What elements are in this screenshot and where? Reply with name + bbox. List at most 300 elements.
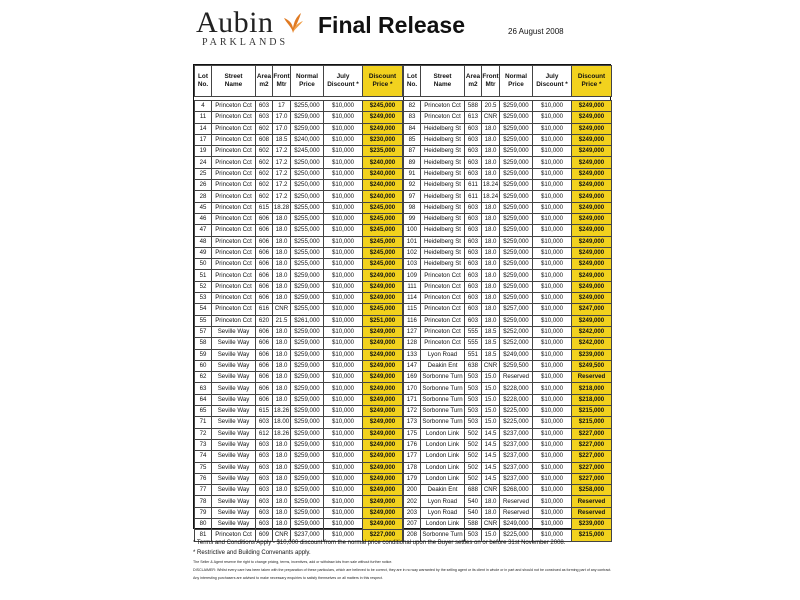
cell-normal: $255,000 xyxy=(291,259,324,270)
column-header-line: Discount xyxy=(577,73,606,80)
cell-normal: $255,000 xyxy=(291,101,324,112)
cell-normal: $259,000 xyxy=(291,349,324,360)
table-row xyxy=(195,383,403,394)
column-header-line: Price * xyxy=(581,81,602,88)
cell-area: 606 xyxy=(256,360,273,371)
cell-price: $245,000 xyxy=(363,225,403,236)
column-header-line: Lot xyxy=(407,73,417,80)
cell-discount: $10,000 xyxy=(324,304,363,315)
column-header-line: Mtr xyxy=(276,81,287,88)
table-row xyxy=(404,123,612,134)
table-row xyxy=(404,338,612,349)
cell-price: $249,000 xyxy=(363,270,403,281)
cell-front: 18.0 xyxy=(482,146,500,157)
cell-street: Seville Way xyxy=(212,473,256,484)
cell-discount: $10,000 xyxy=(533,451,572,462)
cell-street: Princeton Cct xyxy=(421,281,465,292)
table-row xyxy=(404,417,612,428)
cell-area: 688 xyxy=(465,485,482,496)
cell-normal: $237,000 xyxy=(500,462,533,473)
table-row xyxy=(195,473,403,484)
cell-lot: 58 xyxy=(195,338,212,349)
cell-discount: $10,000 xyxy=(324,496,363,507)
column-header-line: No. xyxy=(197,81,209,88)
cell-area: 606 xyxy=(256,326,273,337)
cell-area: 588 xyxy=(465,518,482,529)
cell-area: 609 xyxy=(256,530,273,541)
cell-lot: 97 xyxy=(404,191,421,202)
cell-street: Seville Way xyxy=(212,496,256,507)
cell-front: 18.0 xyxy=(482,202,500,213)
cell-front: 18.26 xyxy=(273,406,291,417)
cell-lot: 92 xyxy=(404,180,421,191)
cell-discount: $10,000 xyxy=(324,213,363,224)
cell-street: Seville Way xyxy=(212,406,256,417)
cell-area: 603 xyxy=(256,507,273,518)
cell-lot: 76 xyxy=(195,473,212,484)
cell-lot: 175 xyxy=(404,428,421,439)
cell-area: 602 xyxy=(256,180,273,191)
cell-normal: $252,000 xyxy=(500,338,533,349)
cell-normal: Reserved xyxy=(500,507,533,518)
cell-discount: $10,000 xyxy=(324,225,363,236)
table-row xyxy=(404,518,612,529)
cell-normal: $259,000 xyxy=(291,123,324,134)
seller-rights-note: The Seller & Agent reserve the right to change pricing, terms, incentives, add or withdraw lots from sale without further notice. xyxy=(193,560,393,564)
cell-area: 606 xyxy=(256,383,273,394)
release-date: 26 August 2008 xyxy=(508,27,564,36)
cell-discount: $10,000 xyxy=(324,157,363,168)
column-header-line: Front xyxy=(482,73,499,80)
cell-price: $249,000 xyxy=(363,383,403,394)
cell-lot: 111 xyxy=(404,281,421,292)
cell-lot: 11 xyxy=(195,112,212,123)
cell-normal: $259,000 xyxy=(291,428,324,439)
cell-lot: 116 xyxy=(404,315,421,326)
cell-lot: 178 xyxy=(404,462,421,473)
cell-price: $251,000 xyxy=(363,315,403,326)
cell-price: $215,000 xyxy=(572,530,612,541)
cell-price: $249,000 xyxy=(572,225,612,236)
cell-area: 603 xyxy=(465,168,482,179)
cell-normal: $252,000 xyxy=(500,326,533,337)
cell-street: Seville Way xyxy=(212,439,256,450)
cell-price: $218,000 xyxy=(572,383,612,394)
cell-price: $249,000 xyxy=(572,247,612,258)
cell-street: Princeton Cct xyxy=(421,112,465,123)
cell-street: Seville Way xyxy=(212,360,256,371)
cell-front: 17.2 xyxy=(273,191,291,202)
table-row xyxy=(195,213,403,224)
cell-normal: $259,500 xyxy=(500,360,533,371)
column-header-line: July xyxy=(545,73,559,80)
cell-front: 18.0 xyxy=(273,518,291,529)
price-list xyxy=(193,64,611,539)
table-row xyxy=(404,112,612,123)
cell-area: 606 xyxy=(256,259,273,270)
table-row xyxy=(404,236,612,247)
cell-lot: 147 xyxy=(404,360,421,371)
column-header-normal xyxy=(291,66,324,97)
cell-front: 18.0 xyxy=(273,247,291,258)
cell-discount: $10,000 xyxy=(533,247,572,258)
cell-discount: $10,000 xyxy=(533,112,572,123)
cell-normal: $237,000 xyxy=(291,530,324,541)
cell-area: 603 xyxy=(256,417,273,428)
cell-street: Seville Way xyxy=(212,485,256,496)
table-row xyxy=(195,326,403,337)
cell-discount: $10,000 xyxy=(533,281,572,292)
cell-area: 606 xyxy=(256,281,273,292)
cell-front: 15.0 xyxy=(482,406,500,417)
cell-front: 17.2 xyxy=(273,180,291,191)
cell-front: 15.0 xyxy=(482,394,500,405)
table-row xyxy=(404,304,612,315)
cell-front: 18.0 xyxy=(482,270,500,281)
cell-price: $249,000 xyxy=(363,349,403,360)
cell-area: 503 xyxy=(465,372,482,383)
cell-price: $249,500 xyxy=(572,360,612,371)
cell-lot: 207 xyxy=(404,518,421,529)
column-header-line: Discount xyxy=(368,73,397,80)
cell-street: Heidelberg St xyxy=(421,146,465,157)
cell-discount: $10,000 xyxy=(533,236,572,247)
cell-area: 502 xyxy=(465,439,482,450)
table-row xyxy=(404,496,612,507)
cell-area: 603 xyxy=(465,157,482,168)
cell-price: $249,000 xyxy=(363,428,403,439)
cell-front: 15.0 xyxy=(482,383,500,394)
cell-normal: Reserved xyxy=(500,496,533,507)
cell-discount: $10,000 xyxy=(324,315,363,326)
cell-price: $249,000 xyxy=(363,462,403,473)
column-header-discount xyxy=(324,66,363,97)
cell-area: 603 xyxy=(256,496,273,507)
cell-street: Princeton Cct xyxy=(212,180,256,191)
cell-normal: $259,000 xyxy=(291,383,324,394)
cell-normal: $268,000 xyxy=(500,485,533,496)
cell-front: 18.0 xyxy=(482,157,500,168)
cell-lot: 19 xyxy=(195,146,212,157)
cell-price: $249,000 xyxy=(572,157,612,168)
table-row xyxy=(195,315,403,326)
table-row xyxy=(404,383,612,394)
cell-street: Heidelberg St xyxy=(421,259,465,270)
table-row xyxy=(404,202,612,213)
cell-street: Heidelberg St xyxy=(421,247,465,258)
cell-area: 603 xyxy=(465,202,482,213)
cell-lot: 57 xyxy=(195,326,212,337)
cell-street: Seville Way xyxy=(212,462,256,473)
table-row xyxy=(195,428,403,439)
cell-street: London Link xyxy=(421,451,465,462)
cell-price: $249,000 xyxy=(572,146,612,157)
table-row xyxy=(404,134,612,145)
cell-normal: $255,000 xyxy=(291,202,324,213)
cell-discount: $10,000 xyxy=(533,383,572,394)
cell-front: 14.5 xyxy=(482,428,500,439)
leaf-icon xyxy=(282,12,304,34)
cell-price: $242,000 xyxy=(572,338,612,349)
cell-normal: $259,000 xyxy=(291,473,324,484)
cell-area: 502 xyxy=(465,451,482,462)
cell-front: 18.5 xyxy=(273,134,291,145)
cell-price: $249,000 xyxy=(572,259,612,270)
cell-normal: $259,000 xyxy=(291,281,324,292)
cell-normal: $259,000 xyxy=(291,326,324,337)
cell-lot: 203 xyxy=(404,507,421,518)
column-header-line: Street xyxy=(433,73,452,80)
cell-area: 611 xyxy=(465,191,482,202)
cell-lot: 127 xyxy=(404,326,421,337)
cell-front: 18.28 xyxy=(273,202,291,213)
cell-area: 502 xyxy=(465,473,482,484)
cell-normal: $225,000 xyxy=(500,417,533,428)
cell-price: $240,000 xyxy=(363,168,403,179)
column-header-discount xyxy=(533,66,572,97)
cell-front: 18.0 xyxy=(273,383,291,394)
cell-lot: 51 xyxy=(195,270,212,281)
column-header-line: No. xyxy=(406,81,418,88)
cell-area: 611 xyxy=(465,180,482,191)
cell-street: Princeton Cct xyxy=(212,225,256,236)
cell-street: Princeton Cct xyxy=(212,293,256,304)
cell-front: 17.0 xyxy=(273,112,291,123)
cell-price: $230,000 xyxy=(363,134,403,145)
cell-front: 18.0 xyxy=(273,462,291,473)
cell-area: 603 xyxy=(465,304,482,315)
cell-front: 18.24 xyxy=(482,191,500,202)
cell-area: 606 xyxy=(256,247,273,258)
cell-front: 18.0 xyxy=(273,213,291,224)
cell-front: 20.5 xyxy=(482,101,500,112)
column-header-line: m2 xyxy=(259,81,269,88)
cell-lot: 28 xyxy=(195,191,212,202)
covenants-note: * Restrictive and Building Convenants apply. xyxy=(193,550,311,556)
cell-discount: $10,000 xyxy=(533,146,572,157)
column-header-line: Area xyxy=(465,73,481,80)
cell-normal: $259,000 xyxy=(291,417,324,428)
cell-area: 606 xyxy=(256,270,273,281)
cell-normal: $255,000 xyxy=(291,236,324,247)
cell-price: $249,000 xyxy=(363,293,403,304)
table-row xyxy=(195,496,403,507)
cell-street: Seville Way xyxy=(212,518,256,529)
table-row xyxy=(195,304,403,315)
cell-discount: $10,000 xyxy=(324,293,363,304)
cell-front: 18.5 xyxy=(482,326,500,337)
cell-lot: 84 xyxy=(404,123,421,134)
cell-discount: $10,000 xyxy=(533,473,572,484)
cell-normal: $225,000 xyxy=(500,530,533,541)
column-header-street xyxy=(212,66,256,97)
column-header-normal xyxy=(500,66,533,97)
cell-normal: $250,000 xyxy=(291,180,324,191)
cell-front: CNR xyxy=(482,360,500,371)
table-row xyxy=(404,326,612,337)
cell-area: 603 xyxy=(465,123,482,134)
table-row xyxy=(404,473,612,484)
cell-street: Princeton Cct xyxy=(421,338,465,349)
cell-discount: $10,000 xyxy=(533,180,572,191)
table-row xyxy=(404,146,612,157)
cell-discount: $10,000 xyxy=(324,123,363,134)
cell-price: $249,000 xyxy=(572,293,612,304)
cell-normal: $257,000 xyxy=(500,304,533,315)
cell-lot: 14 xyxy=(195,123,212,134)
cell-area: 603 xyxy=(256,462,273,473)
cell-normal: $259,000 xyxy=(291,485,324,496)
cell-front: 18.0 xyxy=(273,360,291,371)
cell-discount: $10,000 xyxy=(324,372,363,383)
cell-front: 18.0 xyxy=(273,372,291,383)
table-row xyxy=(404,225,612,236)
cell-discount: $10,000 xyxy=(324,462,363,473)
cell-lot: 77 xyxy=(195,485,212,496)
cell-street: London Link xyxy=(421,518,465,529)
cell-price: $249,000 xyxy=(572,123,612,134)
cell-front: 18.0 xyxy=(273,507,291,518)
cell-discount: $10,000 xyxy=(324,180,363,191)
table-row xyxy=(195,112,403,123)
cell-street: Princeton Cct xyxy=(212,236,256,247)
cell-normal: $259,000 xyxy=(291,293,324,304)
cell-front: 18.0 xyxy=(482,123,500,134)
cell-street: Seville Way xyxy=(212,372,256,383)
cell-street: Heidelberg St xyxy=(421,236,465,247)
cell-lot: 170 xyxy=(404,383,421,394)
cell-normal: $259,000 xyxy=(291,112,324,123)
cell-area: 612 xyxy=(256,428,273,439)
cell-front: 18.00 xyxy=(273,417,291,428)
cell-front: 15.0 xyxy=(482,372,500,383)
cell-area: 613 xyxy=(465,112,482,123)
cell-discount: $10,000 xyxy=(533,304,572,315)
cell-area: 503 xyxy=(465,394,482,405)
table-row xyxy=(404,315,612,326)
table-row xyxy=(404,293,612,304)
cell-area: 603 xyxy=(256,473,273,484)
cell-price: $218,000 xyxy=(572,394,612,405)
column-header-line: Discount * xyxy=(327,81,359,88)
cell-street: London Link xyxy=(421,439,465,450)
cell-normal: $259,000 xyxy=(500,281,533,292)
cell-street: Heidelberg St xyxy=(421,134,465,145)
cell-price: $235,000 xyxy=(363,146,403,157)
cell-front: 18.5 xyxy=(482,349,500,360)
table-row xyxy=(195,191,403,202)
cell-area: 606 xyxy=(256,338,273,349)
cell-lot: 91 xyxy=(404,168,421,179)
terms-note: * Terms and Conditions Apply - $10,000 discount from the normal price conditional upon the Buyer settles on or before 31st November 2008. xyxy=(193,540,566,546)
cell-area: 551 xyxy=(465,349,482,360)
cell-street: Heidelberg St xyxy=(421,157,465,168)
cell-area: 502 xyxy=(465,462,482,473)
cell-area: 603 xyxy=(256,439,273,450)
cell-lot: 60 xyxy=(195,360,212,371)
cell-discount: $10,000 xyxy=(324,338,363,349)
cell-price: $249,000 xyxy=(572,191,612,202)
cell-street: Princeton Cct xyxy=(212,157,256,168)
cell-lot: 99 xyxy=(404,213,421,224)
column-header-line: Normal xyxy=(504,73,528,80)
cell-discount: $10,000 xyxy=(324,168,363,179)
cell-area: 620 xyxy=(256,315,273,326)
cell-area: 503 xyxy=(465,383,482,394)
cell-area: 615 xyxy=(256,406,273,417)
cell-front: 18.0 xyxy=(482,496,500,507)
cell-front: 18.0 xyxy=(273,496,291,507)
cell-discount: $10,000 xyxy=(324,383,363,394)
cell-discount: $10,000 xyxy=(533,101,572,112)
cell-price: $249,000 xyxy=(572,315,612,326)
table-row xyxy=(195,236,403,247)
cell-street: Princeton Cct xyxy=(212,259,256,270)
cell-discount: $10,000 xyxy=(533,496,572,507)
cell-lot: 46 xyxy=(195,213,212,224)
cell-price: $215,000 xyxy=(572,417,612,428)
cell-lot: 133 xyxy=(404,349,421,360)
logo-subtitle: PARKLANDS xyxy=(202,37,289,48)
cell-normal: $237,000 xyxy=(500,473,533,484)
cell-discount: $10,000 xyxy=(324,394,363,405)
cell-price: $249,000 xyxy=(363,372,403,383)
cell-discount: $10,000 xyxy=(533,518,572,529)
cell-lot: 101 xyxy=(404,236,421,247)
table-row xyxy=(195,101,403,112)
cell-price: $249,000 xyxy=(363,326,403,337)
cell-street: Princeton Cct xyxy=(212,270,256,281)
cell-street: Deakin Ent xyxy=(421,360,465,371)
cell-front: CNR xyxy=(273,304,291,315)
cell-area: 606 xyxy=(256,225,273,236)
column-header-line: Normal xyxy=(295,73,319,80)
cell-street: Princeton Cct xyxy=(212,247,256,258)
cell-discount: $10,000 xyxy=(324,451,363,462)
column-header-line: Price * xyxy=(372,81,393,88)
table-row xyxy=(404,191,612,202)
cell-lot: 59 xyxy=(195,349,212,360)
cell-area: 603 xyxy=(465,236,482,247)
cell-discount: $10,000 xyxy=(533,191,572,202)
cell-normal: $228,000 xyxy=(500,394,533,405)
cell-street: Princeton Cct xyxy=(421,270,465,281)
cell-front: CNR xyxy=(273,530,291,541)
cell-lot: 103 xyxy=(404,259,421,270)
cell-area: 555 xyxy=(465,326,482,337)
column-header-line: Name xyxy=(224,81,243,88)
cell-lot: 24 xyxy=(195,157,212,168)
cell-normal: $259,000 xyxy=(291,372,324,383)
cell-normal: $259,000 xyxy=(500,157,533,168)
cell-normal: $259,000 xyxy=(500,123,533,134)
cell-area: 606 xyxy=(256,236,273,247)
table-row xyxy=(404,349,612,360)
cell-normal: $259,000 xyxy=(500,315,533,326)
cell-price: $249,000 xyxy=(572,236,612,247)
cell-street: London Link xyxy=(421,473,465,484)
cell-lot: 50 xyxy=(195,259,212,270)
cell-lot: 109 xyxy=(404,270,421,281)
cell-street: Princeton Cct xyxy=(421,315,465,326)
table-row xyxy=(404,451,612,462)
cell-normal: $237,000 xyxy=(500,451,533,462)
cell-area: 588 xyxy=(465,101,482,112)
cell-area: 602 xyxy=(256,191,273,202)
cell-normal: $255,000 xyxy=(291,304,324,315)
cell-discount: $10,000 xyxy=(533,338,572,349)
cell-normal: $259,000 xyxy=(291,338,324,349)
